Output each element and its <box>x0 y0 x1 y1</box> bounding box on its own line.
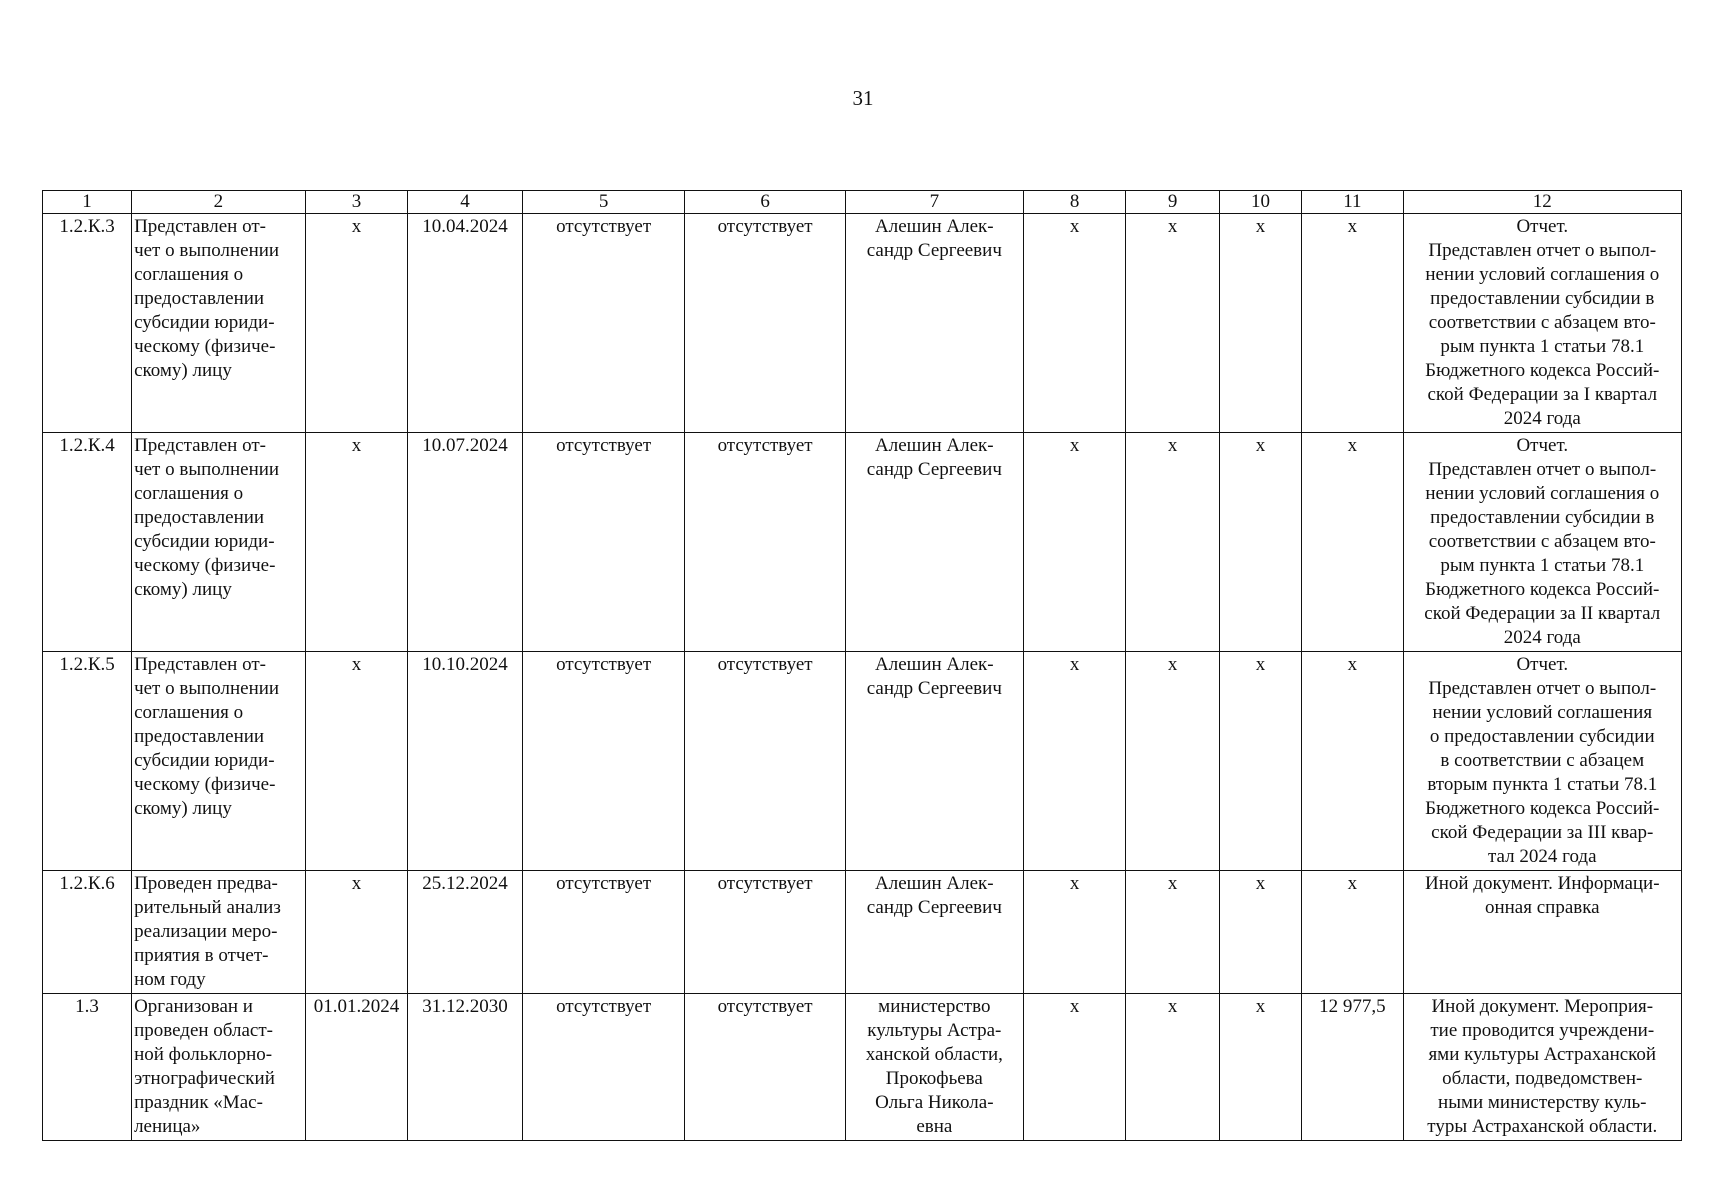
row-result: Иной документ. Информаци- онная справка <box>1403 871 1681 994</box>
row-end-date: 10.04.2024 <box>408 214 523 433</box>
row-col10: x <box>1219 433 1301 652</box>
row-responsible: Алешин Алек- сандр Сергеевич <box>845 214 1023 433</box>
row-responsible: Алешин Алек- сандр Сергеевич <box>845 871 1023 994</box>
row-col9: x <box>1126 652 1220 871</box>
row-col5: отсутствует <box>522 994 685 1141</box>
row-col8: x <box>1023 652 1125 871</box>
row-col8: x <box>1023 994 1125 1141</box>
row-code: 1.2.К.6 <box>43 871 132 994</box>
row-end-date: 10.07.2024 <box>408 433 523 652</box>
row-name: Представлен от- чет о выполнении соглашения о предоставлении субсидии юриди- ческому (физиче- скому) лицу <box>132 214 306 433</box>
column-header: 7 <box>845 191 1023 214</box>
table-row <box>43 871 1682 994</box>
row-col11: x <box>1302 652 1403 871</box>
column-header: 4 <box>408 191 523 214</box>
row-start-date: 01.01.2024 <box>305 994 407 1141</box>
column-header: 8 <box>1023 191 1125 214</box>
column-header: 11 <box>1302 191 1403 214</box>
row-col6: отсутствует <box>685 871 845 994</box>
table-row <box>43 652 1682 871</box>
row-col6: отсутствует <box>685 994 845 1141</box>
row-end-date: 25.12.2024 <box>408 871 523 994</box>
row-col10: x <box>1219 652 1301 871</box>
row-col10: x <box>1219 871 1301 994</box>
report-table <box>42 190 1682 1141</box>
column-header: 6 <box>685 191 845 214</box>
column-header: 2 <box>132 191 306 214</box>
row-col6: отсутствует <box>685 214 845 433</box>
column-header: 5 <box>522 191 685 214</box>
row-start-date: x <box>305 871 407 994</box>
row-result: Иной документ. Мероприя- тие проводится учреждени- ями культуры Астраханской области, подведомствен- ными министерству куль- туры Астраханской области. <box>1403 994 1681 1141</box>
row-result: Отчет. Представлен отчет о выпол- нении условий соглашения о предоставлении субсидии в соответствии с абзацем вторым пункта 1 статьи 78.1 Бюджетного кодекса Россий- ской Федерации за III квар- тал 2024 года <box>1403 652 1681 871</box>
row-col9: x <box>1126 214 1220 433</box>
row-col9: x <box>1126 994 1220 1141</box>
table-row <box>43 994 1682 1141</box>
row-col6: отсутствует <box>685 433 845 652</box>
row-col8: x <box>1023 214 1125 433</box>
row-result: Отчет. Представлен отчет о выпол- нении условий соглашения о предоставлении субсидии в соответствии с абзацем вто- рым пункта 1 статьи 78.1 Бюджетного кодекса Россий- ской Федерации за II квартал 2024 года <box>1403 433 1681 652</box>
row-col10: x <box>1219 994 1301 1141</box>
row-code: 1.2.К.5 <box>43 652 132 871</box>
row-col11: 12 977,5 <box>1302 994 1403 1141</box>
row-start-date: x <box>305 433 407 652</box>
row-col11: x <box>1302 214 1403 433</box>
column-header: 3 <box>305 191 407 214</box>
table-row <box>43 433 1682 652</box>
row-col11: x <box>1302 871 1403 994</box>
row-name: Проведен предва- рительный анализ реализации меро- приятия в отчет- ном году <box>132 871 306 994</box>
row-col5: отсутствует <box>522 871 685 994</box>
row-responsible: Алешин Алек- сандр Сергеевич <box>845 652 1023 871</box>
row-col10: x <box>1219 214 1301 433</box>
row-col8: x <box>1023 433 1125 652</box>
row-col6: отсутствует <box>685 652 845 871</box>
row-col9: x <box>1126 871 1220 994</box>
row-start-date: x <box>305 652 407 871</box>
row-col5: отсутствует <box>522 652 685 871</box>
row-name: Представлен от- чет о выполнении соглашения о предоставлении субсидии юриди- ческому (физиче- скому) лицу <box>132 433 306 652</box>
header-row <box>43 191 1682 214</box>
row-result: Отчет. Представлен отчет о выпол- нении условий соглашения о предоставлении субсидии в соответствии с абзацем вто- рым пункта 1 статьи 78.1 Бюджетного кодекса Россий- ской Федерации за I квартал 2024 года <box>1403 214 1681 433</box>
row-end-date: 10.10.2024 <box>408 652 523 871</box>
row-start-date: x <box>305 214 407 433</box>
row-end-date: 31.12.2030 <box>408 994 523 1141</box>
column-header: 9 <box>1126 191 1220 214</box>
column-header: 10 <box>1219 191 1301 214</box>
row-col8: x <box>1023 871 1125 994</box>
row-col5: отсутствует <box>522 433 685 652</box>
row-name: Организован и проведен област- ной фольклорно- этнографический праздник «Мас- леница» <box>132 994 306 1141</box>
row-col9: x <box>1126 433 1220 652</box>
row-code: 1.2.К.3 <box>43 214 132 433</box>
row-col11: x <box>1302 433 1403 652</box>
row-code: 1.3 <box>43 994 132 1141</box>
row-responsible: министерство культуры Астра- ханской области, Прокофьева Ольга Никола- евна <box>845 994 1023 1141</box>
row-name: Представлен от- чет о выполнении соглашения о предоставлении субсидии юриди- ческому (физиче- скому) лицу <box>132 652 306 871</box>
row-code: 1.2.К.4 <box>43 433 132 652</box>
row-col5: отсутствует <box>522 214 685 433</box>
page-number: 31 <box>852 86 874 110</box>
column-header: 12 <box>1403 191 1681 214</box>
column-header: 1 <box>43 191 132 214</box>
row-responsible: Алешин Алек- сандр Сергеевич <box>845 433 1023 652</box>
table-row <box>43 214 1682 433</box>
